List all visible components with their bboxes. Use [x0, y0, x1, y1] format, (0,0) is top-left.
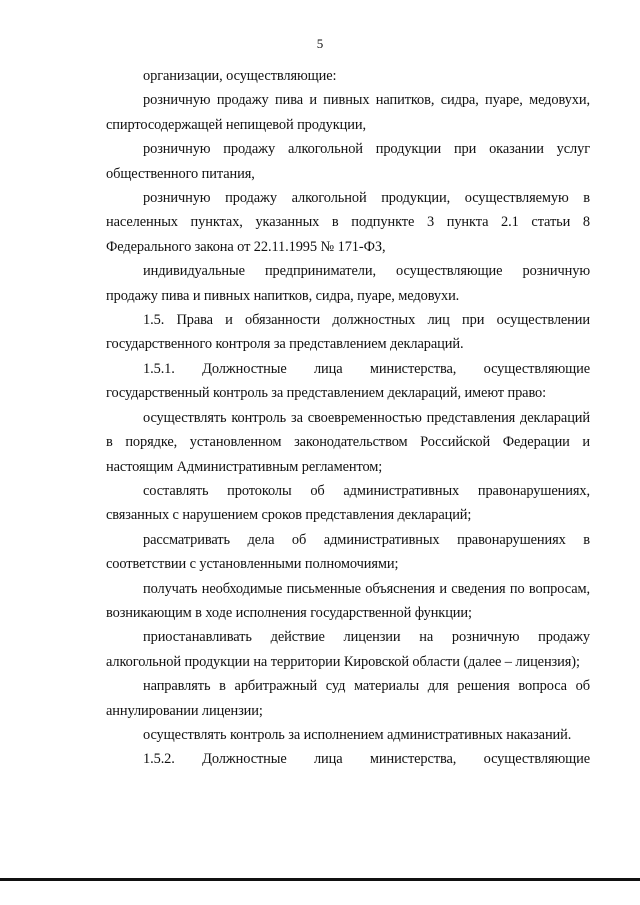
paragraph: направлять в арбитражный суд материалы для решения вопроса об аннулировании лицензии; — [106, 678, 590, 719]
paragraph: рассматривать дела об административных правонарушениях в соответствии с установленными полномочиями; — [106, 531, 590, 573]
paragraph: осуществлять контроль за своевременностью представления деклараций в порядке, установленном законодательством Российской Федерации и настоящим Административным регламентом; — [106, 409, 590, 475]
paragraph: составлять протоколы об административных правонарушениях, связанных с нарушением сроков представления деклараций; — [106, 482, 590, 524]
paragraph: 1.5.1. Должностные лица министерства, осуществляющие государственный контроль за представлением деклараций, имеют право: — [106, 360, 590, 402]
paragraph: приостанавливать действие лицензии на розничную продажу алкогольной продукции на территории Кировской области (далее – лицензия); — [106, 629, 590, 670]
page-number: 5 — [316, 36, 324, 51]
paragraph: индивидуальные предприниматели, осуществляющие розничную продажу пива и пивных напитков, сидра, пуаре, медовухи. — [106, 263, 590, 304]
paragraph: осуществлять контроль за исполнением административных наказаний. — [143, 726, 572, 743]
bottom-rule — [0, 878, 640, 881]
paragraph: 1.5. Права и обязанности должностных лиц при осуществлении государственного контроля за представлением деклараций. — [106, 312, 590, 353]
paragraph: розничную продажу пива и пивных напитков, сидра, пуаре, медовухи, спиртосодержащей непищевой продукции, — [106, 92, 590, 133]
paragraph: организации, осуществляющие: — [143, 68, 337, 84]
paragraph: получать необходимые письменные объяснения и сведения по вопросам, возникающим в ходе исполнения государственной функции; — [106, 580, 590, 621]
paragraph: 1.5.2. Должностные лица министерства, осуществляющие — [143, 751, 590, 768]
document-body — [106, 64, 590, 772]
paragraph: розничную продажу алкогольной продукции при оказании услуг общественного питания, — [106, 141, 590, 182]
paragraph: розничную продажу алкогольной продукции, осуществляемую в населенных пунктах, указанных в подпункте 3 пункта 2.1 статьи 8 Федерального закона от 22.11.1995 № 171-ФЗ, — [106, 190, 590, 255]
